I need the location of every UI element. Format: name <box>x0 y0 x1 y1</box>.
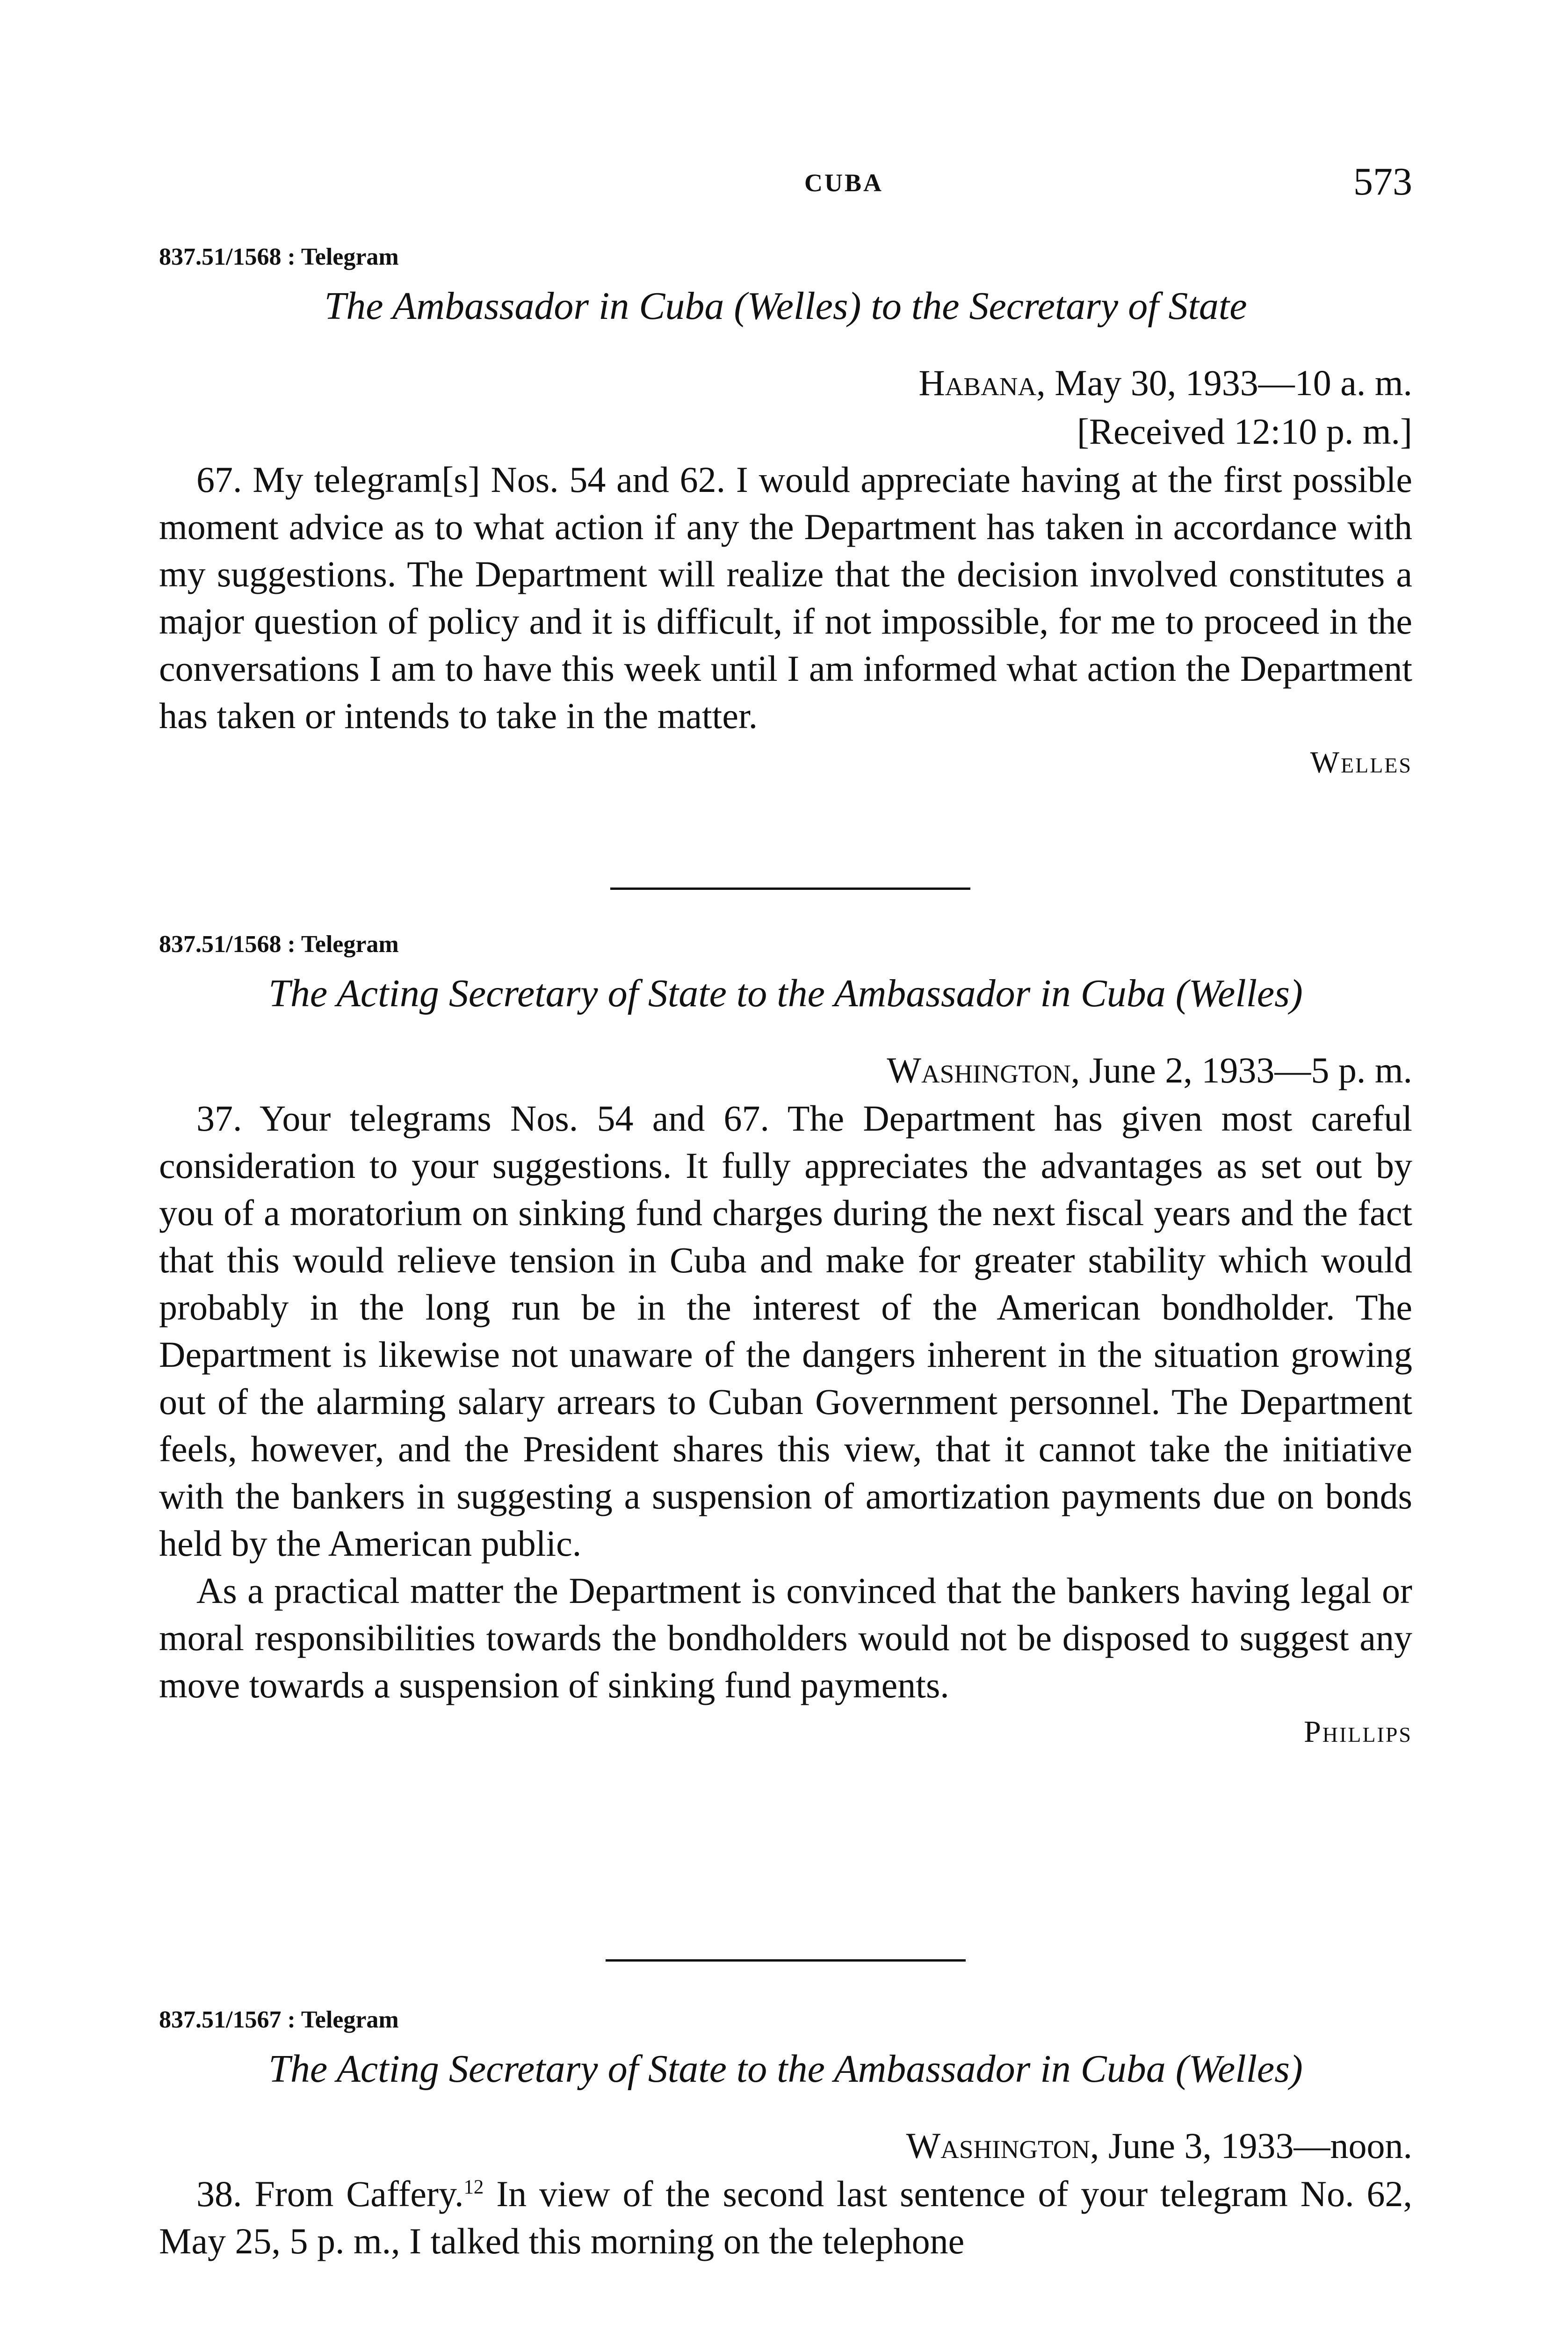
dateline <box>159 359 1412 407</box>
document-title: The Acting Secretary of State to the Ambassador in Cuba (Welles) <box>268 2047 1303 2091</box>
dateline-place: Washington, <box>887 1050 1080 1090</box>
telegram-paragraph-1: 37. Your telegrams Nos. 54 and 67. The Department has given most careful consideration to your suggestions. It fully appreciates the advantages as set out by you of a moratorium on sinking fund charges during the next fiscal years and the fact that this would relieve tension in Cuba and make for greater stability which would probably in the long run be in the interest of the American bondholder. The Department is likewise not unaware of the dangers inherent in the situation growing out of the alarming salary arrears to Cuban Government personnel. The Department feels, however, and the President shares this view, that it cannot take the initiative with the bankers in suggesting a suspension of amortization payments due on bonds held by the American public. <box>159 1098 1412 1564</box>
dateline-place: Habana, <box>918 362 1046 403</box>
dateline-date: May 30, 1933—10 a. m. <box>1045 362 1412 403</box>
body-start: 38. From Caffery. <box>196 2173 464 2214</box>
section-divider <box>606 1959 966 1962</box>
telegram-3 <box>159 2004 1412 2265</box>
file-reference: 837.51/1568 : Telegram <box>159 931 399 958</box>
page-header <box>159 159 1412 215</box>
document-title: The Acting Secretary of State to the Ambassador in Cuba (Welles) <box>268 972 1303 1015</box>
dateline-date: June 3, 1933—noon. <box>1099 2125 1412 2166</box>
signature: Welles <box>1310 745 1412 779</box>
signature: Phillips <box>1304 1715 1412 1749</box>
running-head: CUBA <box>804 169 884 197</box>
file-reference: 837.51/1567 : Telegram <box>159 2006 399 2033</box>
dateline <box>159 2122 1412 2170</box>
telegram-body: 67. My telegram[s] Nos. 54 and 62. I would appreciate having at the first possible moment advice as to what action if any the Department has taken in accordance with my suggestions. The Department will realize that the decision involved constitutes a major question of policy and it is difficult, if not impossible, for me to proceed in the conversations I am to have this week until I am informed what action the Department has taken or intends to take in the matter. <box>159 459 1412 736</box>
footnote-marker: 12 <box>463 2176 484 2198</box>
page-number: 573 <box>1353 160 1412 203</box>
section-divider <box>610 888 970 890</box>
dateline-place: Washington, <box>906 2125 1099 2166</box>
file-reference: 837.51/1568 : Telegram <box>159 244 399 270</box>
dateline <box>159 1046 1412 1095</box>
telegram-paragraph-2: As a practical matter the Department is convinced that the bankers having legal or moral responsibilities towards the bondholders would not be disposed to suggest any move towards a suspension of sinking fund payments. <box>159 1570 1412 1705</box>
body-rest: In view of the second last sentence of your telegram No. 62, May 25, 5 p. m., I talked this morning on the telephone <box>159 2173 1412 2261</box>
received-note: [Received 12:10 p. m.] <box>1077 411 1412 452</box>
dateline-date: June 2, 1933—5 p. m. <box>1080 1050 1412 1090</box>
telegram-body <box>159 2170 1412 2265</box>
telegram-2 <box>159 928 1412 1755</box>
document-title: The Ambassador in Cuba (Welles) to the Secretary of State <box>324 284 1247 328</box>
telegram-1 <box>159 241 1412 786</box>
